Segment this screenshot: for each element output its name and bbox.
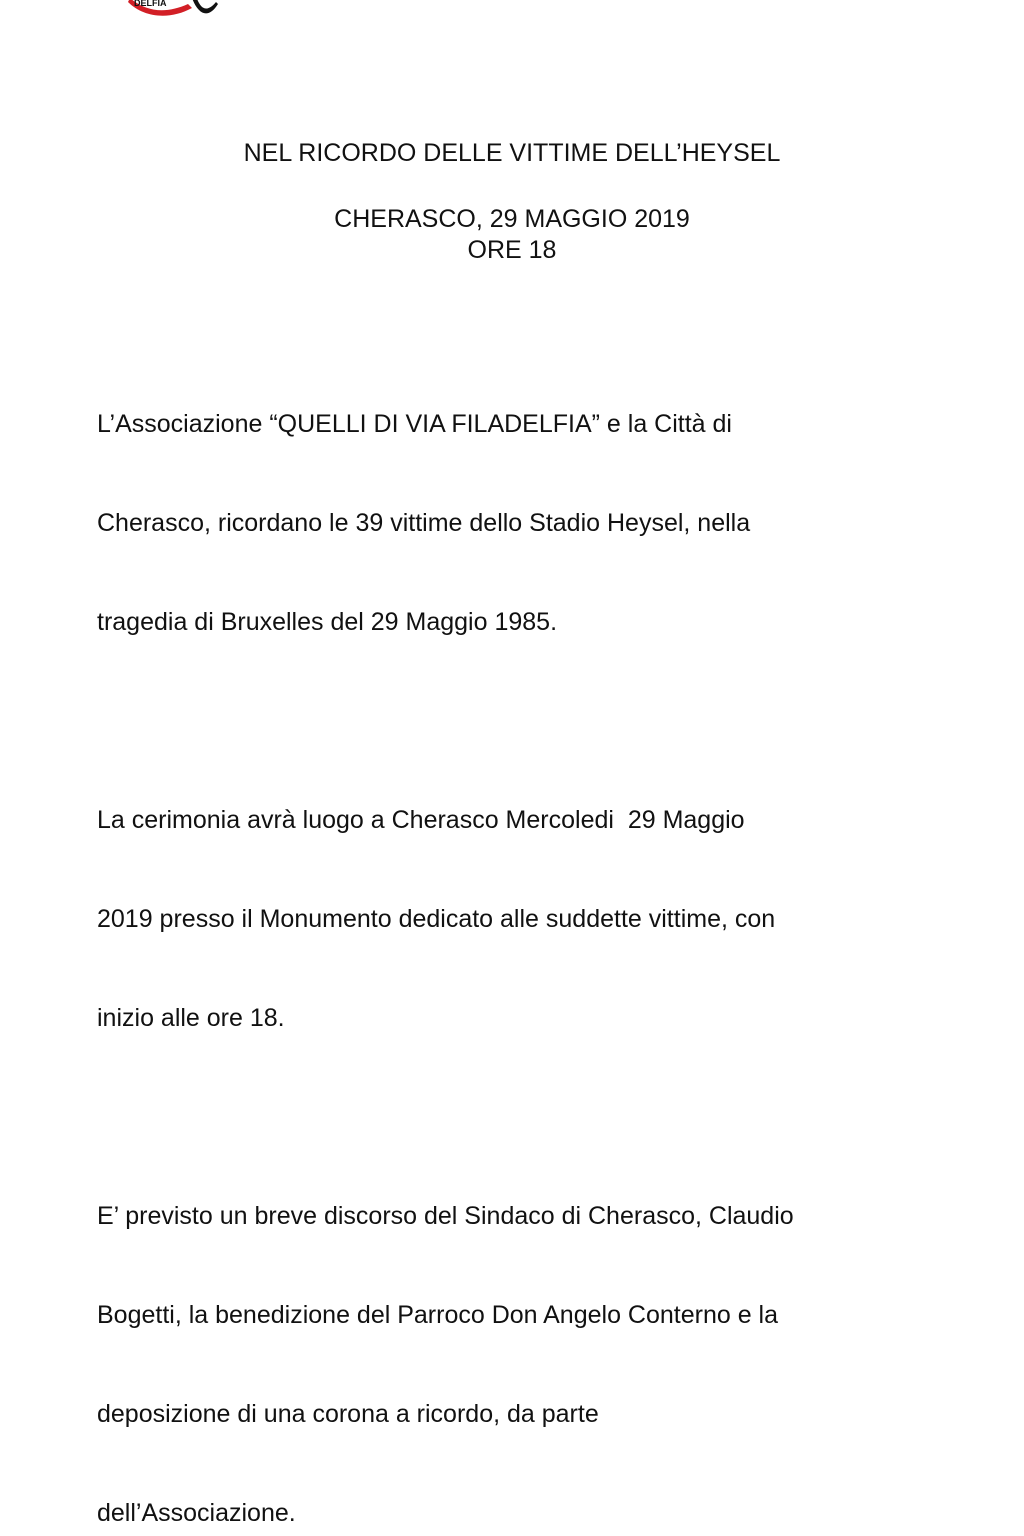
logo-black-mark bbox=[192, 0, 218, 13]
paragraph-line: dell’Associazione. bbox=[97, 1499, 296, 1527]
paragraph-program bbox=[97, 1134, 957, 1536]
paragraph-line: E’ previsto un breve discorso del Sindaco di Cherasco, Claudio bbox=[97, 1202, 794, 1230]
event-details bbox=[0, 204, 1024, 266]
paragraph-line: Cherasco, ricordano le 39 vittime dello Stadio Heysel, nella bbox=[97, 509, 751, 537]
paragraph-line: Bogetti, la benedizione del Parroco Don Angelo Conterno e la bbox=[97, 1301, 779, 1329]
event-place-date: CHERASCO, 29 MAGGIO 2019 bbox=[334, 205, 690, 233]
paragraph-announcement bbox=[97, 342, 957, 705]
paragraph-line: deposizione di una corona a ricordo, da parte bbox=[97, 1400, 599, 1428]
logo-text: DELFIA bbox=[134, 0, 167, 8]
document-heading: NEL RICORDO DELLE VITTIME DELL’HEYSEL bbox=[243, 139, 781, 167]
association-logo bbox=[126, 0, 222, 20]
paragraph-line: La cerimonia avrà luogo a Cherasco Mercoledi 29 Maggio bbox=[97, 806, 745, 834]
paragraph-ceremony bbox=[97, 738, 957, 1101]
document-body bbox=[97, 342, 957, 1536]
paragraph-line: inizio alle ore 18. bbox=[97, 1004, 285, 1032]
paragraph-line: tragedia di Bruxelles del 29 Maggio 1985. bbox=[97, 608, 558, 636]
event-time: ORE 18 bbox=[467, 236, 557, 264]
paragraph-line: 2019 presso il Monumento dedicato alle suddette vittime, con bbox=[97, 905, 776, 933]
paragraph-line: L’Associazione “QUELLI DI VIA FILADELFIA” e la Città di bbox=[97, 410, 732, 438]
